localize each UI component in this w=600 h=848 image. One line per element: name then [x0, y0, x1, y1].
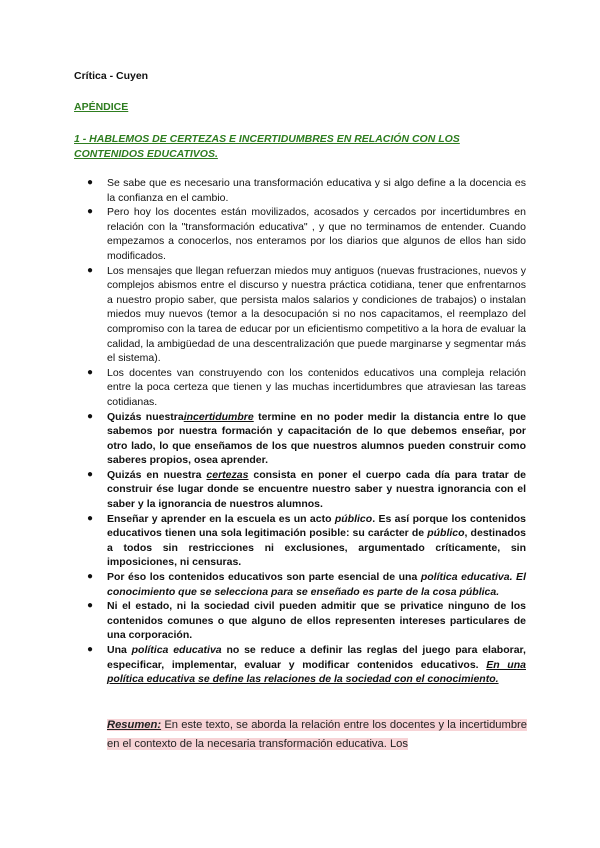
list-item-text: no se reduce a definir las reglas del juego para elaborar, especificar, implementar, evaluar y modificar contenidos educativos.	[107, 644, 526, 671]
list-item	[86, 599, 526, 643]
list-item	[86, 205, 526, 263]
list-item	[86, 366, 526, 410]
bullet-icon: ●	[87, 264, 94, 276]
bullet-icon: ●	[87, 177, 94, 188]
bullet-icon: ●	[87, 600, 94, 612]
bullet-list	[86, 176, 526, 687]
list-item-text: Quizás nuestra	[107, 410, 184, 423]
list-item	[86, 643, 526, 687]
list-item	[86, 410, 526, 468]
bullet-icon: ●	[87, 410, 94, 422]
bullet-icon: ●	[87, 366, 94, 378]
list-item	[86, 264, 526, 366]
list-item-text: . Es así porque los contenidos educativos tienen una sola legitimación posible: su carácter de	[107, 512, 526, 540]
summary-label: Resumen:	[107, 719, 162, 731]
list-item-text: Quizás en nuestra	[107, 468, 207, 481]
section-heading: 1 - HABLEMOS DE CERTEZAS E INCERTIDUMBRES EN RELACIÓN CON LOS CONTENIDOS EDUCATIVOS.	[74, 133, 460, 160]
list-item-text: . El conocimiento que se selecciona para se enseñado es parte de la cosa pública.	[107, 571, 526, 598]
list-item-text: Los docentes van construyendo con los contenidos educativos una compleja relación entre la poca certeza que tienen y las muchas incertidumbres que atraviesan las tareas cotidianas.	[107, 366, 526, 408]
bullet-icon: ●	[87, 468, 94, 480]
emphasis-publico: público	[427, 527, 465, 540]
bullet-icon: ●	[87, 206, 94, 218]
list-item	[86, 512, 526, 570]
emphasis-politica-educativa: política educativa	[420, 571, 510, 584]
emphasis-closing-sentence: En una política educativa se define las relaciones de la sociedad con el conocimiento.	[107, 658, 526, 686]
list-item-text: Pero hoy los docentes están movilizados, acosados y cercados por incertidumbres en relación con la "transformación educativa" , y que no terminamos de entender. Cuando empezamos a conocerlos, nos enteramos por los diarios que algunos de ellos han sido modificados.	[107, 206, 526, 262]
list-item-text: , destinados a todos sin restricciones ni exclusiones, argumentado críticamente, sin imposiciones, ni censuras.	[107, 527, 526, 569]
list-item-text: Una	[107, 644, 132, 656]
bullet-icon: ●	[87, 644, 94, 655]
list-item-text: Los mensajes que llegan refuerzan miedos muy antiguos (nuevas frustraciones, nuevos y complejos abismos entre el discurso y nuestra práctica cotidiana, tener que enfrentarnos a nuestro propio saber, que persista malos salarios y condiciones de trabajos) o instalan miedos muy nuevos (temor a la desocupación si no nos capacitamos, el reemplazo del compromiso con la tarea de educar por un eficientismo competitivo a la hora de evaluar la calidad, la ambigüedad de una descentralización que puede marginarse y segmentar más el sistema).	[107, 264, 526, 365]
emphasis-incertidumbre: incertidumbre	[183, 410, 254, 423]
appendix-heading: APÉNDICE	[74, 101, 129, 113]
list-item	[86, 468, 526, 512]
list-item-text: Por éso los contenidos educativos son parte esencial de una	[107, 571, 421, 584]
list-item-text: Se sabe que es necesario una transformación educativa y si algo define a la docencia es la confianza en el cambio.	[107, 177, 526, 204]
list-item	[86, 176, 526, 205]
document-title: Crítica - Cuyen	[74, 70, 149, 82]
list-item-text: consista en poner el cuerpo cada día para tratar de construir ése lugar donde se encuentre nuestro saber y nuestra ignorancia con el saber y la ignorancia de nuestros alumnos.	[107, 468, 526, 511]
bullet-icon: ●	[87, 512, 94, 524]
list-item-text: Enseñar y aprender en la escuela es un acto	[107, 512, 335, 525]
bullet-icon: ●	[87, 571, 94, 583]
emphasis-publico: público	[334, 512, 373, 525]
list-item	[86, 570, 526, 599]
list-item-text: Ni el estado, ni la sociedad civil pueden admitir que se privatice ninguno de los contenidos comunes o que alguno de ellos representen intereses particulares de una corporación.	[107, 600, 526, 642]
summary-text: En este texto, se aborda la relación entre los docentes y la incertidumbre en el contexto de la necesaria transformación educativa. Los	[107, 719, 527, 750]
summary-paragraph	[107, 716, 527, 754]
emphasis-certezas: certezas	[206, 468, 249, 481]
list-item-text: termine en no poder medir la distancia entre lo que sabemos por nuestra formación y capacitación de lo que debemos enseñar, por otro lado, lo que enseñamos de los que nuestros alumnos pueden construir como saberes propios, osea aprender.	[107, 410, 526, 467]
emphasis-politica-educativa: política educativa	[131, 644, 222, 656]
